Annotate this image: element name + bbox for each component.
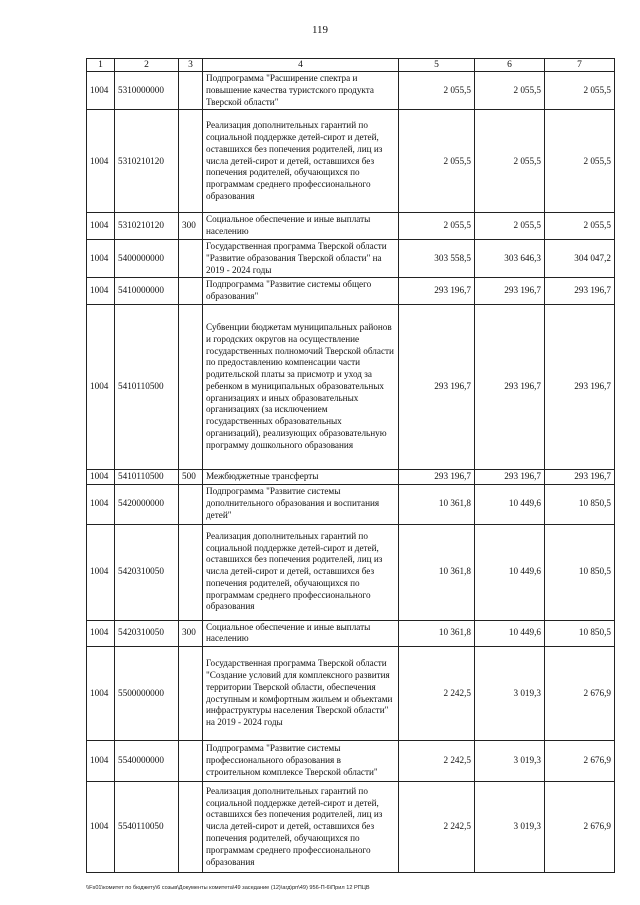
table-row [87, 213, 615, 240]
item-name-cell: Государственная программа Тверской области "Развитие образования Тверской области" на 2019 - 2024 годы [203, 239, 399, 277]
expense-type-cell [179, 647, 203, 741]
item-name-cell: Социальное обеспечение и иные выплаты населению [203, 620, 399, 647]
table-row [87, 782, 615, 873]
amount-2022-cell: 2 055,5 [399, 110, 475, 213]
page-number: 119 [311, 24, 329, 36]
table-row [87, 741, 615, 782]
amount-2022-cell: 293 196,7 [399, 304, 475, 469]
item-name-cell: Государственная программа Тверской области "Создание условий для комплексного развития территории Тверской области, обеспечения доступным и комфортным жильем и объектами инфраструктуры населения Тверской области" на 2019 - 2024 годы [203, 647, 399, 741]
section-code-cell: 1004 [87, 741, 115, 782]
amount-2024-cell: 304 047,2 [545, 239, 615, 277]
item-name-cell: Субвенции бюджетам муниципальных районов и городских округов на осуществление государственных полномочий Тверской области по предоставлению компенсации части родительской платы за присмотр и уход за ребенком в муниципальных образовательных организациях и иных образовательных организациях (за исключением государственных образовательных организаций), реализующих образовательную программу дошкольного образования [203, 304, 399, 469]
section-code-cell: 1004 [87, 110, 115, 213]
expense-type-cell: 500 [179, 469, 203, 484]
target-article-cell: 5410110500 [115, 304, 179, 469]
item-name-cell: Подпрограмма "Развитие системы дополнительного образования и воспитания детей" [203, 484, 399, 524]
amount-2024-cell: 2 676,9 [545, 741, 615, 782]
amount-2024-cell: 2 676,9 [545, 647, 615, 741]
section-code-cell: 1004 [87, 620, 115, 647]
amount-2023-cell: 293 196,7 [475, 278, 545, 305]
amount-2023-cell: 10 449,6 [475, 524, 545, 620]
budget-table [86, 58, 615, 873]
target-article-cell: 5420310050 [115, 524, 179, 620]
header-col-1: 1 [87, 59, 115, 72]
target-article-cell: 5310210120 [115, 110, 179, 213]
expense-type-cell [179, 278, 203, 305]
item-name-cell: Подпрограмма "Развитие системы профессионального образования в строительном комплексе Тверской области" [203, 741, 399, 782]
target-article-cell: 5500000000 [115, 647, 179, 741]
amount-2022-cell: 10 361,8 [399, 524, 475, 620]
target-article-cell: 5410000000 [115, 278, 179, 305]
item-name-cell: Реализация дополнительных гарантий по социальной поддержке детей-сирот и детей, оставшихся без попечения родителей, лиц из числа детей-сирот и детей, оставшихся без попечения родителей, обучающихся по программам среднего профессионального образования [203, 110, 399, 213]
amount-2022-cell: 10 361,8 [399, 620, 475, 647]
section-code-cell: 1004 [87, 213, 115, 240]
target-article-cell: 5310210120 [115, 213, 179, 240]
expense-type-cell [179, 741, 203, 782]
amount-2023-cell: 293 196,7 [475, 304, 545, 469]
header-col-3: 3 [179, 59, 203, 72]
table-row [87, 524, 615, 620]
amount-2024-cell: 293 196,7 [545, 304, 615, 469]
amount-2023-cell: 10 449,6 [475, 620, 545, 647]
expense-type-cell [179, 484, 203, 524]
table-row [87, 647, 615, 741]
amount-2024-cell: 10 850,5 [545, 484, 615, 524]
target-article-cell: 5410110500 [115, 469, 179, 484]
amount-2023-cell: 3 019,3 [475, 782, 545, 873]
header-col-4: 4 [203, 59, 399, 72]
table-row [87, 620, 615, 647]
target-article-cell: 5420000000 [115, 484, 179, 524]
table-row [87, 278, 615, 305]
amount-2024-cell: 2 055,5 [545, 213, 615, 240]
amount-2023-cell: 2 055,5 [475, 213, 545, 240]
file-path-footer: \\Fs01\комитет по бюджету\6 созыв\Документы комитета\49 заседание (12)\агд\рп\49) 956-П-6\Прил 12 РПЦВ [86, 885, 370, 891]
amount-2024-cell: 2 055,5 [545, 72, 615, 110]
expense-type-cell [179, 782, 203, 873]
item-name-cell: Реализация дополнительных гарантий по социальной поддержке детей-сирот и детей, оставшихся без попечения родителей, лиц из числа детей-сирот и детей, оставшихся без попечения родителей, обучающихся по программам среднего профессионального образования [203, 782, 399, 873]
section-code-cell: 1004 [87, 278, 115, 305]
expense-type-cell: 300 [179, 213, 203, 240]
section-code-cell: 1004 [87, 782, 115, 873]
target-article-cell: 5310000000 [115, 72, 179, 110]
amount-2024-cell: 10 850,5 [545, 524, 615, 620]
amount-2022-cell: 2 242,5 [399, 741, 475, 782]
section-code-cell: 1004 [87, 524, 115, 620]
section-code-cell: 1004 [87, 239, 115, 277]
header-col-6: 6 [475, 59, 545, 72]
amount-2023-cell: 2 055,5 [475, 110, 545, 213]
expense-type-cell [179, 72, 203, 110]
target-article-cell: 5540000000 [115, 741, 179, 782]
section-code-cell: 1004 [87, 647, 115, 741]
expense-type-cell: 300 [179, 620, 203, 647]
amount-2022-cell: 293 196,7 [399, 469, 475, 484]
expense-type-cell [179, 110, 203, 213]
amount-2022-cell: 2 242,5 [399, 782, 475, 873]
amount-2022-cell: 2 055,5 [399, 72, 475, 110]
table-row [87, 484, 615, 524]
amount-2022-cell: 293 196,7 [399, 278, 475, 305]
section-code-cell: 1004 [87, 469, 115, 484]
item-name-cell: Реализация дополнительных гарантий по социальной поддержке детей-сирот и детей, оставшихся без попечения родителей, лиц из числа детей-сирот и детей, оставшихся без попечения родителей, обучающихся по программам среднего профессионального образования [203, 524, 399, 620]
expense-type-cell [179, 524, 203, 620]
item-name-cell: Межбюджетные трансферты [203, 469, 399, 484]
amount-2023-cell: 293 196,7 [475, 469, 545, 484]
table-row [87, 110, 615, 213]
expense-type-cell [179, 304, 203, 469]
amount-2023-cell: 303 646,3 [475, 239, 545, 277]
header-col-7: 7 [545, 59, 615, 72]
table-header-row [87, 59, 615, 72]
section-code-cell: 1004 [87, 304, 115, 469]
section-code-cell: 1004 [87, 72, 115, 110]
table-row [87, 239, 615, 277]
amount-2022-cell: 2 055,5 [399, 213, 475, 240]
amount-2024-cell: 10 850,5 [545, 620, 615, 647]
amount-2024-cell: 2 676,9 [545, 782, 615, 873]
amount-2023-cell: 3 019,3 [475, 741, 545, 782]
amount-2023-cell: 3 019,3 [475, 647, 545, 741]
target-article-cell: 5420310050 [115, 620, 179, 647]
item-name-cell: Подпрограмма "Расширение спектра и повышение качества туристского продукта Тверской области" [203, 72, 399, 110]
amount-2022-cell: 303 558,5 [399, 239, 475, 277]
amount-2023-cell: 2 055,5 [475, 72, 545, 110]
item-name-cell: Социальное обеспечение и иные выплаты населению [203, 213, 399, 240]
amount-2022-cell: 10 361,8 [399, 484, 475, 524]
table-row [87, 469, 615, 484]
amount-2022-cell: 2 242,5 [399, 647, 475, 741]
header-col-2: 2 [115, 59, 179, 72]
amount-2023-cell: 10 449,6 [475, 484, 545, 524]
amount-2024-cell: 293 196,7 [545, 278, 615, 305]
expense-type-cell [179, 239, 203, 277]
amount-2024-cell: 2 055,5 [545, 110, 615, 213]
section-code-cell: 1004 [87, 484, 115, 524]
target-article-cell: 5400000000 [115, 239, 179, 277]
target-article-cell: 5540110050 [115, 782, 179, 873]
item-name-cell: Подпрограмма "Развитие системы общего образования" [203, 278, 399, 305]
table-row [87, 304, 615, 469]
header-col-5: 5 [399, 59, 475, 72]
table-row [87, 72, 615, 110]
amount-2024-cell: 293 196,7 [545, 469, 615, 484]
